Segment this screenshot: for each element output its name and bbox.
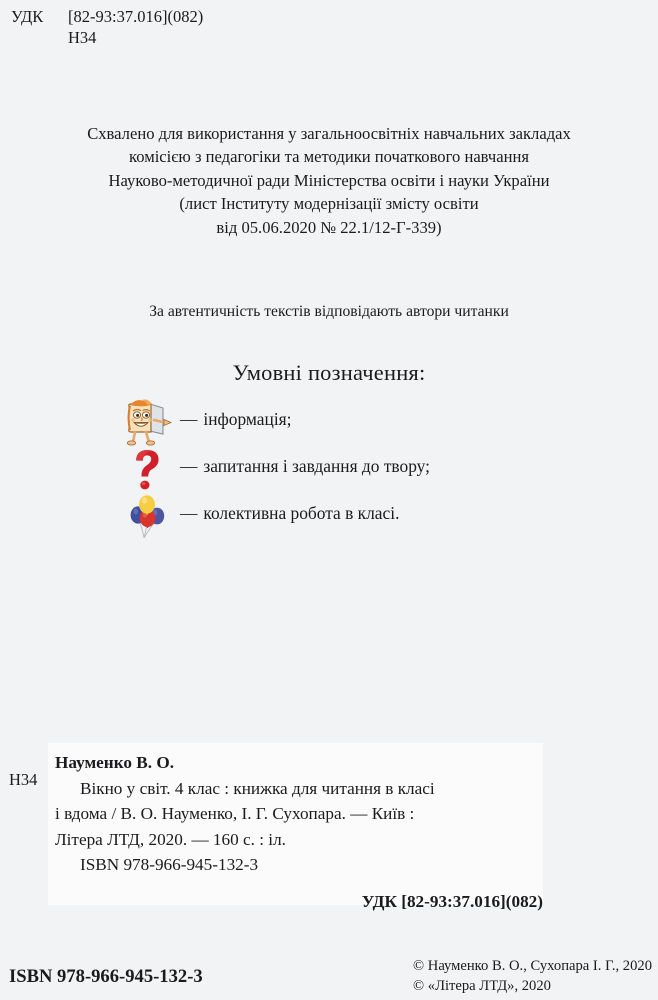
legend-item-text [180, 409, 292, 430]
list-item [118, 446, 598, 493]
footer-copyright [413, 957, 652, 996]
bibliographic-record [55, 750, 547, 915]
legend-label: інформація; [203, 409, 292, 429]
legend-label: колективна робота в класі. [203, 503, 400, 523]
biblio-sigla: Н34 [9, 770, 38, 789]
legend-list [118, 399, 598, 540]
udc-code-row [11, 6, 411, 27]
legend-icon-cell [118, 493, 180, 540]
copyright-line-publisher: © «Літера ЛТД», 2020 [413, 977, 551, 994]
approval-line-1: Схвалено для використання у загальноосвітніх навчальних закладах [87, 124, 571, 143]
biblio-description-line-2: і вдома / В. О. Науменко, І. Г. Сухопара. — Київ : [55, 804, 415, 824]
legend-dash: — [180, 503, 198, 523]
approval-block [0, 122, 658, 239]
legend-icon-cell [118, 399, 180, 446]
approval-line-3: Науково-методичної ради Міністерства освіти і науки України [108, 170, 550, 190]
udc-label: УДК [11, 7, 44, 26]
question-mark-icon [130, 448, 164, 492]
legend-item-text [180, 503, 399, 524]
footer-isbn: ISBN 978-966-945-132-3 [9, 966, 203, 987]
legend-icon-cell [118, 446, 180, 493]
udc-label-spacer [11, 27, 68, 48]
udc-sigla-row [11, 27, 411, 48]
copyright-line-authors: © Науменко В. О., Сухопара І. Г., 2020 [413, 958, 652, 974]
biblio-udc: УДК [82-93:37.016](082) [361, 891, 543, 911]
legend-item-text [180, 456, 430, 477]
legend-label: запитання і завдання до твору; [203, 456, 430, 476]
approval-line-2: комісією з педагогіки та методики початкового навчання [129, 147, 529, 167]
udc-header [11, 6, 411, 48]
udc-sigla: Н34 [68, 28, 97, 47]
udc-code: [82-93:37.016](082) [68, 7, 204, 26]
legend-dash: — [180, 456, 198, 476]
balloons-icon [127, 493, 169, 539]
biblio-description-line-1: Вікно у світ. 4 клас : книжка для читання в класі [80, 778, 435, 798]
book-character-icon [118, 398, 174, 446]
list-item [118, 399, 598, 446]
authenticity-note: За автентичність текстів відповідають автори читанки [149, 303, 509, 320]
biblio-description-line-3: Літера ЛТД, 2020. — 160 с. : іл. [55, 829, 286, 849]
list-item [118, 493, 598, 540]
approval-line-4: (лист Інституту модернізації змісту освіти [179, 194, 479, 214]
legend-dash: — [180, 409, 198, 429]
approval-line-5: від 05.06.2020 № 22.1/12-Г-339) [216, 217, 442, 237]
biblio-isbn: ISBN 978-966-945-132-3 [80, 855, 259, 875]
biblio-author: Науменко В. О. [55, 753, 174, 772]
legend-title: Умовні позначення: [232, 360, 426, 385]
